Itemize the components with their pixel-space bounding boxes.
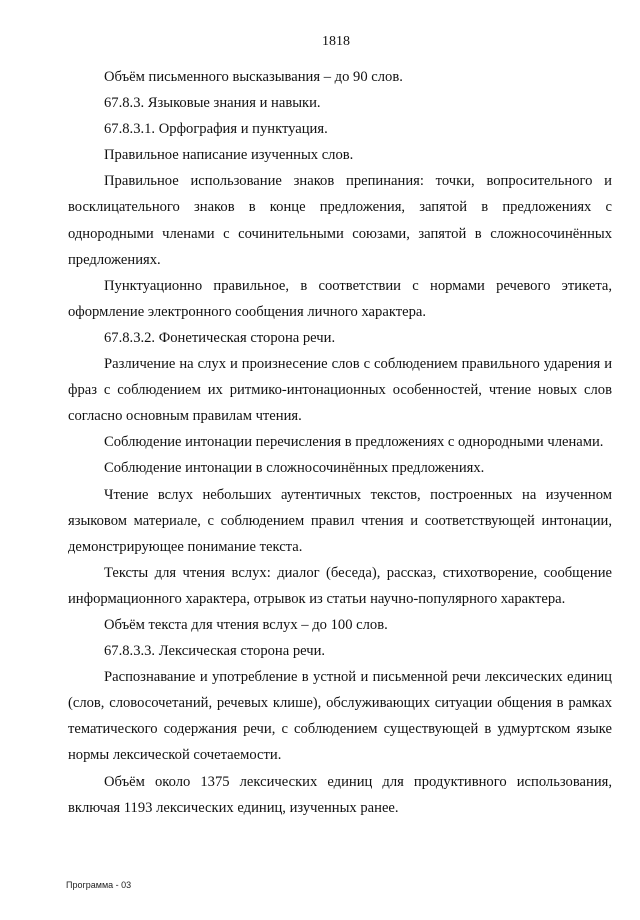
page-number: 1818 (322, 34, 350, 49)
paragraph: Чтение вслух небольших аутентичных текстов, построенных на изученном языковом материале, с соблюдением правил чтения и соответствующей интонации, демонстрирующее понимание текста. (68, 486, 612, 555)
paragraph: Правильное использование знаков препинания: точки, вопросительного и восклицательного знаков в конце предложения, запятой в предложениях с однородными членами с сочинительными союзами, запятой в сложносочинённых предложениях. (68, 173, 612, 268)
paragraph: Правильное написание изученных слов. (104, 147, 354, 164)
section-heading: 67.8.3.3. Лексическая сторона речи. (104, 643, 326, 660)
paragraph: Различение на слух и произнесение слов с соблюдением правильного ударения и фраз с соблюдением их ритмико-интонационных особенностей, чтение новых слов согласно основным правилам чтения. (68, 356, 612, 425)
paragraph: Объём около 1375 лексических единиц для продуктивного использования, включая 1193 лексических единиц, изученных ранее. (68, 773, 612, 816)
paragraph: Соблюдение интонации в сложносочинённых предложениях. (104, 460, 485, 477)
section-heading: 67.8.3.1. Орфография и пунктуация. (104, 121, 328, 138)
paragraph: Объём текста для чтения вслух – до 100 слов. (104, 616, 388, 633)
body-text (68, 64, 612, 821)
section-heading: 67.8.3.2. Фонетическая сторона речи. (104, 329, 336, 346)
paragraph: Тексты для чтения вслух: диалог (беседа), рассказ, стихотворение, сообщение информационного характера, отрывок из статьи научно-популярного характера. (68, 564, 612, 607)
paragraph: Объём письменного высказывания – до 90 слов. (104, 69, 403, 85)
paragraph: Пунктуационно правильное, в соответствии с нормами речевого этикета, оформление электронного сообщения личного характера. (68, 277, 612, 320)
paragraph: Соблюдение интонации перечисления в предложениях с однородными членами. (104, 434, 604, 451)
section-heading: 67.8.3. Языковые знания и навыки. (104, 95, 321, 112)
footer-label: Программа - 03 (66, 880, 132, 890)
paragraph: Распознавание и употребление в устной и письменной речи лексических единиц (слов, словосочетаний, речевых клише), обслуживающих ситуации общения в рамках тематического содержания речи, с соблюдением существующей в удмуртском языке нормы лексической сочетаемости. (68, 669, 612, 764)
